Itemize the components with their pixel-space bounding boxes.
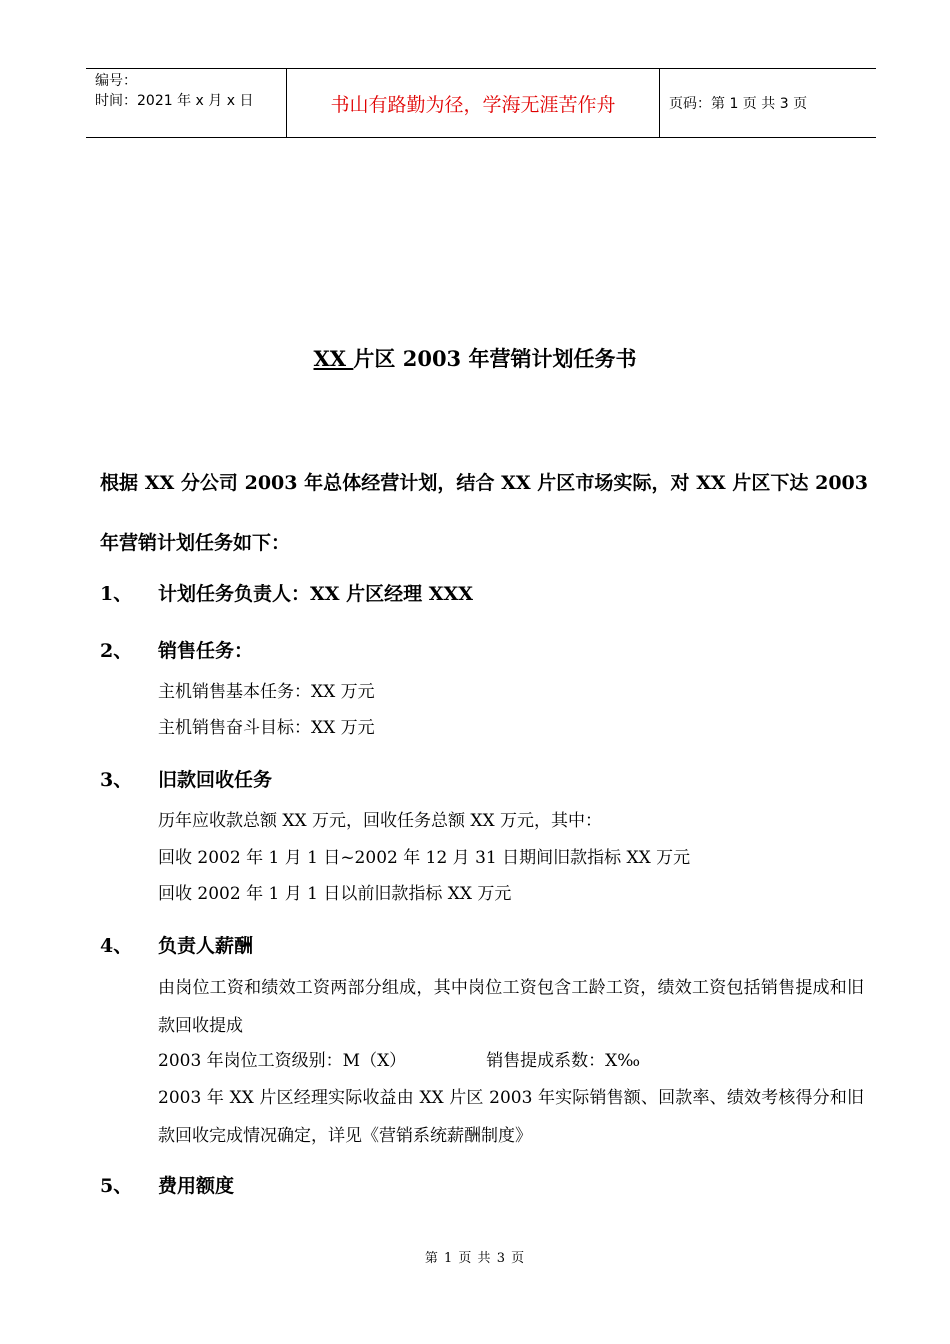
page-footer: 第 1 页 共 3 页 [424,1251,526,1266]
sales-basic-task: 主机销售基本任务：XX 万元 [158,682,375,702]
section-number: 5、 [100,1175,133,1197]
number-label: 编号： [95,73,137,89]
intro-paragraph: 根据 XX 分公司 2003 年总体经营计划，结合 XX 片区市场实际，对 XX 片区下达 2003 年营销计划任务如下： [100,472,868,554]
section-title: 计划任务负责人：XX 片区经理 XXX [158,583,473,605]
section-title: 旧款回收任务 [158,769,273,791]
section-title: 销售任务： [158,640,254,662]
section-number: 1、 [100,583,133,605]
receivables-before-2002: 回收 2002 年 1 月 1 日以前旧款指标 XX 万元 [158,884,512,904]
section-1-heading [100,579,473,606]
section-number: 3、 [100,769,133,791]
salary-grade-line [158,1043,640,1079]
section-number: 4、 [100,935,133,957]
section-3-heading [100,765,272,792]
commission-rate: 销售提成系数：X‰ [486,1051,641,1071]
section-title: 负责人薪酬 [158,935,254,957]
document-header [86,68,876,138]
receivables-total: 历年应收款总额 XX 万元，回收任务总额 XX 万元，其中： [158,811,603,831]
section-number: 2、 [100,640,133,662]
sales-stretch-target: 主机销售奋斗目标：XX 万元 [158,718,375,738]
document-title [0,343,950,373]
header-page-info: 页码：第 1 页 共 3 页 [669,96,808,112]
title-rest: 片区 2003 年营销计划任务书 [353,346,637,371]
receivables-2002: 回收 2002 年 1 月 1 日~2002 年 12 月 31 日期间旧款指标 XX 万元 [158,848,691,868]
section-2-heading [100,636,253,663]
header-motto: 书山有路勤为径，学海无涯苦作舟 [286,69,660,137]
section-4-heading [100,931,253,958]
section-5-heading [100,1171,234,1198]
salary-composition: 由岗位工资和绩效工资两部分组成，其中岗位工资包含工龄工资，绩效工资包括销售提成和旧款回收提成 [158,978,864,1036]
time-label: 时间：2021 年 x 月 x 日 [95,93,254,109]
header-meta [86,69,286,137]
salary-grade: 2003 年岗位工资级别：M（X） [158,1051,407,1071]
section-title: 费用额度 [158,1175,235,1197]
title-prefix: XX [313,346,354,371]
income-determination: 2003 年 XX 片区经理实际收益由 XX 片区 2003 年实际销售额、回款率、绩效考核得分和旧款回收完成情况确定，详见《营销系统薪酬制度》 [158,1088,864,1146]
